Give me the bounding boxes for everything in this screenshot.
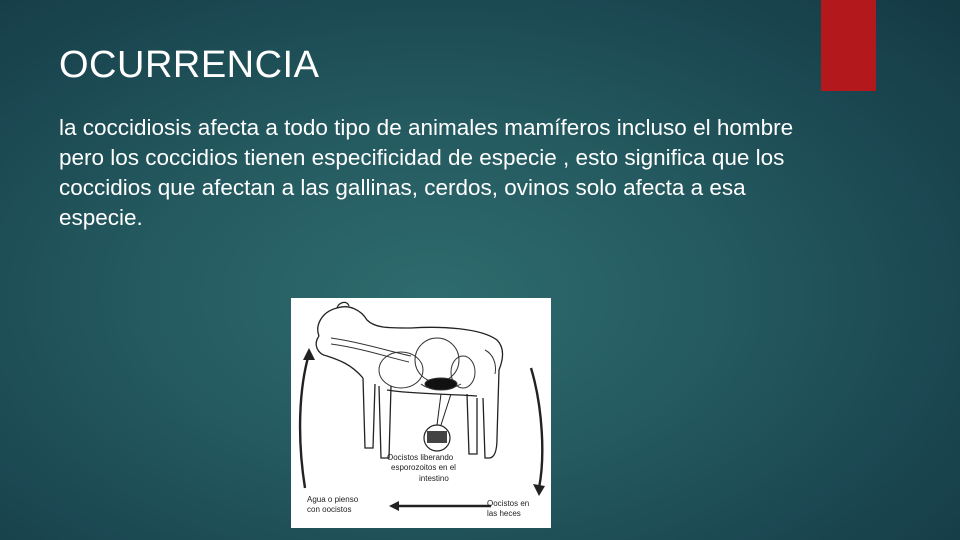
label-liberation-2: esporozoitos en el	[391, 463, 456, 472]
arrowheads	[303, 348, 545, 511]
oocyst-magnification	[424, 394, 451, 451]
slide-title: OCURRENCIA	[59, 44, 320, 86]
slide-body-text: la coccidiosis afecta a todo tipo de animales mamíferos incluso el hombre pero los coccidios tienen especificidad de especie , esto significa que los coccidios que afectan a las gallinas, cerdos, ovinos solo afecta a esa especie.	[59, 115, 794, 230]
sheep-outline	[316, 302, 502, 458]
life-cycle-illustration	[291, 298, 551, 528]
digestive-tract	[331, 338, 496, 390]
label-liberation-1: Oocistos liberando	[387, 453, 454, 462]
label-water-1: Agua o pienso	[307, 495, 359, 504]
life-cycle-diagram	[291, 298, 551, 528]
label-water-2: con oocistos	[307, 505, 352, 514]
label-feces-2: las heces	[487, 509, 521, 518]
label-liberation-3: intestino	[419, 474, 449, 483]
accent-bar	[821, 0, 876, 91]
label-feces-1: Oocistos en	[487, 499, 530, 508]
